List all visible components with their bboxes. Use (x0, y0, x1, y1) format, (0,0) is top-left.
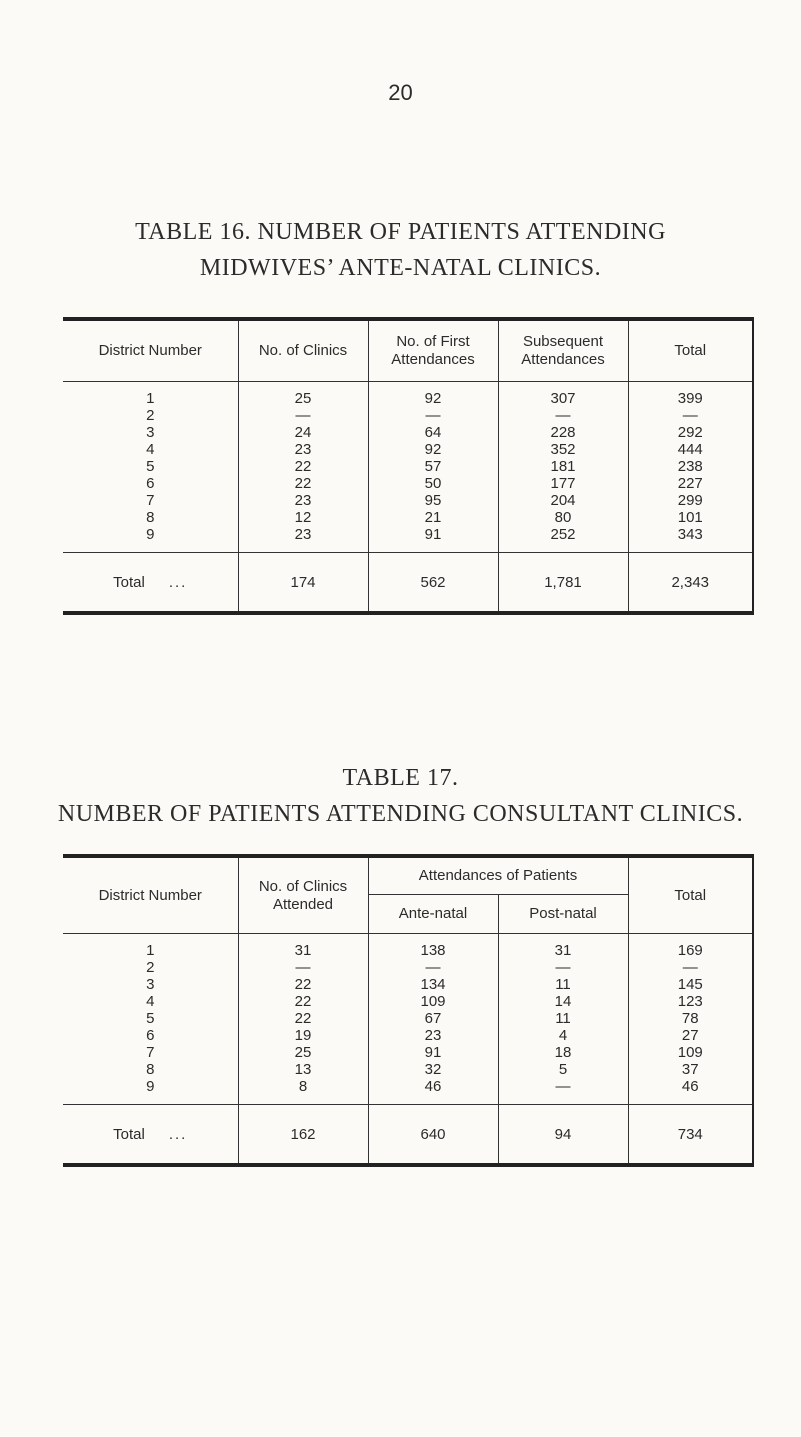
table-cell: 3 (146, 976, 155, 993)
table-cell: 9 (146, 1078, 155, 1095)
table-row (63, 458, 753, 475)
table-row (63, 441, 753, 458)
table-cell: 181 (498, 458, 628, 475)
table-cell: 22 (238, 976, 368, 993)
table-row (63, 407, 753, 424)
table-17-body (63, 934, 753, 1105)
table-cell: 134 (368, 976, 498, 993)
table-cell: 2 (146, 407, 155, 424)
header-ante-natal: Ante-natal (368, 895, 498, 934)
table-cell: — (628, 959, 753, 976)
table-cell: 238 (628, 458, 753, 475)
table-cell: 50 (368, 475, 498, 492)
header-district-number: District Number (63, 319, 238, 382)
table-cell: 2 (146, 959, 155, 976)
page-number: 20 (388, 80, 413, 105)
table-17-title-line-2: NUMBER OF PATIENTS ATTENDING CONSULTANT CLINICS. (57, 801, 744, 827)
table-17-title (0, 760, 801, 832)
table-cell: 252 (498, 526, 628, 553)
table-16-title (0, 214, 801, 286)
table-16-total-row (63, 553, 753, 614)
table-cell: 4 (146, 441, 155, 458)
table-cell: 5 (146, 458, 155, 475)
table-row (63, 1078, 753, 1105)
table-cell: 11 (498, 1010, 628, 1027)
table-row (63, 492, 753, 509)
table-cell: 5 (498, 1061, 628, 1078)
table-cell: 123 (628, 993, 753, 1010)
table-cell: 23 (368, 1027, 498, 1044)
table-row (63, 993, 753, 1010)
table-cell: 27 (628, 1027, 753, 1044)
table-cell: 25 (238, 1044, 368, 1061)
table-cell: 7 (146, 492, 155, 509)
header-total: Total (628, 856, 753, 934)
table-cell: 64 (368, 424, 498, 441)
table-cell: 24 (238, 424, 368, 441)
header-no-of-clinics: No. of Clinics (238, 319, 368, 382)
table-cell: 67 (368, 1010, 498, 1027)
table-16-title-line-1: TABLE 16. NUMBER OF PATIENTS ATTENDING (135, 219, 666, 245)
table-row (63, 1027, 753, 1044)
total-ellipsis: ... (168, 1125, 188, 1143)
table-cell: 57 (368, 458, 498, 475)
total-label (63, 553, 238, 614)
header-attendances-of-patients: Attendances of Patients (368, 856, 628, 895)
table-cell: — (498, 1078, 628, 1105)
table-row (63, 1044, 753, 1061)
total-ante-natal: 640 (368, 1105, 498, 1166)
table-cell: 37 (628, 1061, 753, 1078)
table-cell: 352 (498, 441, 628, 458)
table-cell: 1 (146, 390, 155, 407)
table-cell: — (238, 959, 368, 976)
table-cell: 92 (368, 382, 498, 408)
table-cell: 109 (368, 993, 498, 1010)
total-label-text: Total (113, 573, 145, 591)
table-cell: — (238, 407, 368, 424)
table-17-title-line-1: TABLE 17. (342, 765, 459, 791)
table-cell: 227 (628, 475, 753, 492)
table-cell: 5 (146, 1010, 155, 1027)
table-cell: 109 (628, 1044, 753, 1061)
table-cell: 6 (146, 475, 155, 492)
table-row (63, 509, 753, 526)
table-cell: 169 (628, 934, 753, 960)
table-row (63, 1061, 753, 1078)
total-first-attendances: 562 (368, 553, 498, 614)
table-row (63, 959, 753, 976)
total-ellipsis: ... (168, 573, 188, 591)
table-cell: 22 (238, 475, 368, 492)
table-cell: 23 (238, 441, 368, 458)
table-row (63, 475, 753, 492)
table-row (63, 934, 753, 960)
table-row (63, 526, 753, 553)
table-cell: — (368, 407, 498, 424)
header-total: Total (628, 319, 753, 382)
table-cell: 22 (238, 1010, 368, 1027)
table-cell: 19 (238, 1027, 368, 1044)
table-cell: 11 (498, 976, 628, 993)
table-cell: 4 (146, 993, 155, 1010)
table-cell: 399 (628, 382, 753, 408)
header-clinics-attended: No. of Clinics Attended (238, 856, 368, 934)
table-17 (63, 854, 754, 1167)
table-cell: 22 (238, 993, 368, 1010)
header-district-number: District Number (63, 856, 238, 934)
table-cell: 8 (238, 1078, 368, 1105)
table-cell: 46 (628, 1078, 753, 1105)
table-16-body (63, 382, 753, 553)
table-cell: — (368, 959, 498, 976)
table-cell: 18 (498, 1044, 628, 1061)
table-cell: 46 (368, 1078, 498, 1105)
total-clinics: 174 (238, 553, 368, 614)
table-cell: 9 (146, 526, 155, 543)
table-cell: 177 (498, 475, 628, 492)
table-cell: 343 (628, 526, 753, 553)
table-cell: 1 (146, 942, 155, 959)
table-16 (63, 317, 754, 615)
table-cell: 4 (498, 1027, 628, 1044)
table-cell: — (498, 959, 628, 976)
table-cell: 307 (498, 382, 628, 408)
table-cell: 14 (498, 993, 628, 1010)
table-cell: 91 (368, 1044, 498, 1061)
table-cell: 91 (368, 526, 498, 553)
total-total: 734 (628, 1105, 753, 1166)
table-row (63, 976, 753, 993)
total-subsequent-attendances: 1,781 (498, 553, 628, 614)
table-row (63, 424, 753, 441)
table-cell: 12 (238, 509, 368, 526)
table-cell: 8 (146, 1061, 155, 1078)
table-cell: 78 (628, 1010, 753, 1027)
table-cell: 31 (238, 934, 368, 960)
table-cell: 6 (146, 1027, 155, 1044)
table-17-total-row (63, 1105, 753, 1166)
table-cell: 228 (498, 424, 628, 441)
table-cell: — (628, 407, 753, 424)
table-cell: 92 (368, 441, 498, 458)
total-clinics-attended: 162 (238, 1105, 368, 1166)
table-cell: 23 (238, 526, 368, 553)
table-cell: 21 (368, 509, 498, 526)
table-cell: 138 (368, 934, 498, 960)
table-cell: 8 (146, 509, 155, 526)
table-cell: 101 (628, 509, 753, 526)
header-first-attendances: No. of First Attendances (368, 319, 498, 382)
table-cell: 444 (628, 441, 753, 458)
total-total: 2,343 (628, 553, 753, 614)
table-row (63, 382, 753, 408)
table-cell: 32 (368, 1061, 498, 1078)
table-cell: 22 (238, 458, 368, 475)
table-cell: 292 (628, 424, 753, 441)
table-cell: 80 (498, 509, 628, 526)
table-cell: 145 (628, 976, 753, 993)
table-cell: 299 (628, 492, 753, 509)
header-subsequent-attendances: Subsequent Attendances (498, 319, 628, 382)
table-cell: 3 (146, 424, 155, 441)
total-label (63, 1105, 238, 1166)
total-label-text: Total (113, 1125, 145, 1143)
table-cell: 25 (238, 382, 368, 408)
table-cell: 95 (368, 492, 498, 509)
table-cell: 13 (238, 1061, 368, 1078)
table-cell: 23 (238, 492, 368, 509)
table-row (63, 1010, 753, 1027)
table-cell: 7 (146, 1044, 155, 1061)
table-16-title-line-2: MIDWIVES’ ANTE-NATAL CLINICS. (199, 255, 602, 281)
table-cell: — (498, 407, 628, 424)
header-post-natal: Post-natal (498, 895, 628, 934)
table-cell: 31 (498, 934, 628, 960)
table-cell: 204 (498, 492, 628, 509)
total-post-natal: 94 (498, 1105, 628, 1166)
